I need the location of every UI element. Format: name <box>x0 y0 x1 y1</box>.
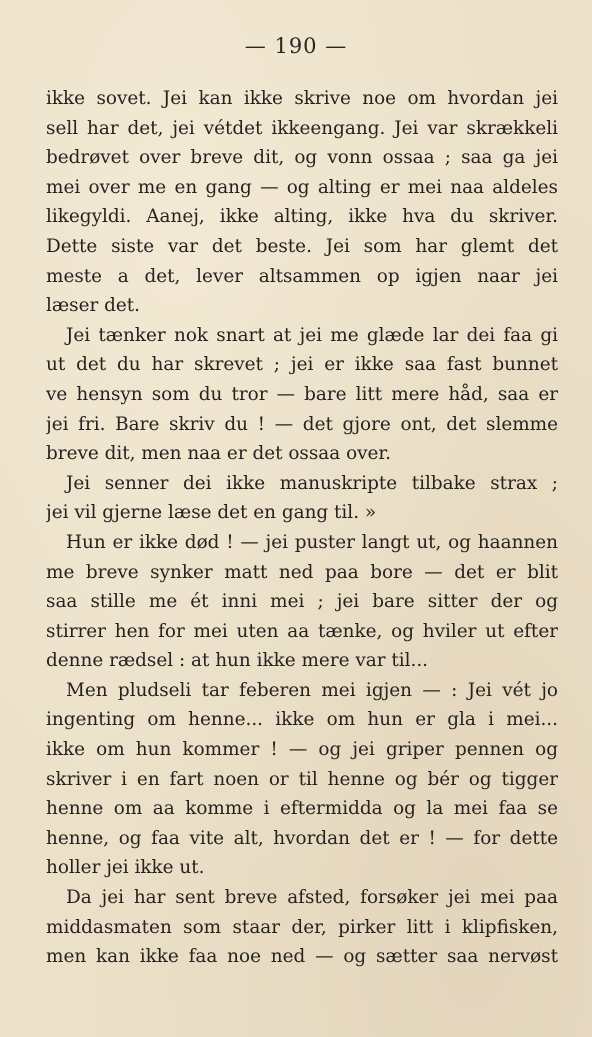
text-line: likegyldi. Aanej, ikke alting, ikke hva du skriver. <box>46 206 558 228</box>
text-line: meste a det, lever altsammen op igjen naar jei <box>46 265 558 287</box>
text-line: sell har det, jei vétdet ikkeengang. Jei var skrækkeli <box>46 117 558 139</box>
text-line: henne, og faa vite alt, hvordan det er ! — for dette <box>46 827 558 849</box>
text-line: middasmaten som staar der, pirker litt i klipfisken, <box>46 916 558 938</box>
text-line: Men pludseli tar feberen mei igjen — : Jei vét jo <box>66 679 558 701</box>
text-line: Jei tænker nok snart at jei me glæde lar dei faa gi <box>66 324 558 346</box>
text-line: jei fri. Bare skriv du ! — det gjore ont, det slemme <box>46 413 558 435</box>
text-line: Da jei har sent breve afsted, forsøker jei mei paa <box>66 887 558 909</box>
text-line: ingenting om henne... ikke om hun er gla i mei... <box>46 709 558 731</box>
page-number-header: — 190 — <box>244 34 348 58</box>
text-line: ikke om hun kommer ! — og jei griper pennen og <box>46 739 558 761</box>
text-line: ut det du har skrevet ; jei er ikke saa fast bunnet <box>46 354 558 376</box>
text-line: Jei senner dei ikke manuskripte tilbake strax ; <box>66 472 558 494</box>
body-text <box>46 84 558 972</box>
text-line: Hun er ikke død ! — jei puster langt ut, og haannen <box>66 531 558 553</box>
text-line: holler jei ikke ut. <box>46 857 205 879</box>
text-line: ve hensyn som du tror — bare litt mere håd, saa er <box>46 383 558 405</box>
text-line: breve dit, men naa er det ossaa over. <box>46 443 392 465</box>
text-line: henne om aa komme i eftermidda og la mei faa se <box>46 798 558 820</box>
text-line: men kan ikke faa noe ned — og sætter saa nervøst <box>46 946 558 968</box>
text-line: me breve synker matt ned paa bore — det er blit <box>46 561 558 583</box>
text-line: skriver i en fart noen or til henne og bér og tigger <box>46 768 558 790</box>
text-line: bedrøvet over breve dit, og vonn ossaa ; saa ga jei <box>46 147 558 169</box>
text-line: ikke sovet. Jei kan ikke skrive noe om hvordan jei <box>46 88 558 109</box>
text-line: mei over me en gang — og alting er mei naa aldeles <box>46 176 558 198</box>
text-line: stirrer hen for mei uten aa tænke, og hviler ut efter <box>46 620 558 642</box>
text-line: jei vil gjerne læse det en gang til. » <box>46 502 377 524</box>
text-line: saa stille me ét inni mei ; jei bare sitter der og <box>46 591 558 613</box>
text-line: læser det. <box>46 295 141 317</box>
text-line: Dette siste var det beste. Jei som har glemt det <box>46 235 558 257</box>
text-line: denne rædsel : at hun ikke mere var til... <box>46 650 429 672</box>
